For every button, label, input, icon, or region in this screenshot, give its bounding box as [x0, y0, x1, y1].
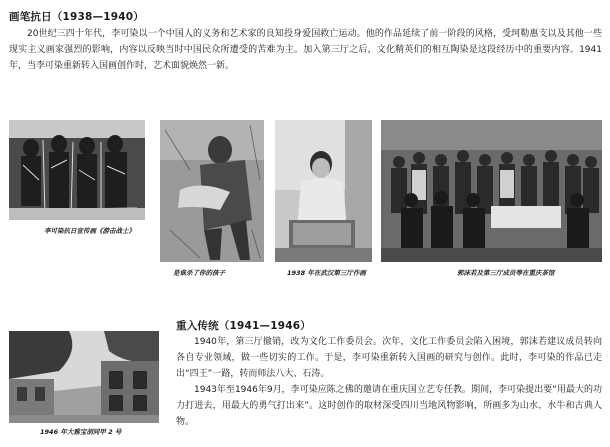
photo-who-killed-your-child: [160, 120, 264, 262]
photo-dayabao-courtyard: [9, 331, 159, 423]
photo-guerrilla-woodcut: [9, 120, 145, 220]
section-title-1: 画笔抗日（1938—1940）: [9, 11, 144, 23]
photo-group-chongqing-teahouse: [381, 120, 602, 262]
caption-painting-in-wuhan: 1938 年在武汉第三厅作画: [287, 269, 366, 277]
section-2-paragraph-2: 1943年至1946年9月，李可染应陈之佛的邀请在重庆国立艺专任教。期间，李可染提出要“用最大的功力打进去，用最大的勇气打出来”。这时创作的取材深受四川当地风物影响，所画多为山水、水牛和古典人物。: [176, 385, 602, 427]
section-1-paragraph: 20世纪三四十年代，李可染以一个中国人的义务和艺术家的良知投身爱国救亡运动。他的作品延续了前一阶段的风格，受珂勒惠支以及其他一些现实主义画家强烈的影响，内容以反映当时中国民众所遭受的苦难为主。加入第三厅之后，文化精英们的相互陶染是这段经历中的重要内容。1941年，当李可染重新转入国画创作时，艺术面貌焕然一新。: [9, 29, 602, 71]
caption-who-killed-your-child: 是谁杀了你的孩子: [173, 269, 225, 277]
caption-group-chongqing-teahouse: 郭沫若及第三厅成员等在重庆茶馆: [457, 269, 555, 277]
section-2-paragraph-1: 1940年，第三厅撤销，改为文化工作委员会。次年，文化工作委员会陷入困境，郭沫若建议成员转向各自专业领域，做一些切实的工作。于是，李可染重新转入国画的研究与创作。此时，李可染的作品已走出“四王”一路，转而师法八大、石涛。: [176, 337, 602, 379]
caption-guerrilla-woodcut: 李可染抗日宣传画《游击战士》: [44, 227, 135, 235]
caption-dayabao-courtyard: 1946 年大雅宝胡同甲 2 号: [40, 428, 122, 436]
photo-painting-in-wuhan: [275, 120, 372, 262]
section-title-2: 重入传统（1941—1946）: [176, 320, 311, 332]
